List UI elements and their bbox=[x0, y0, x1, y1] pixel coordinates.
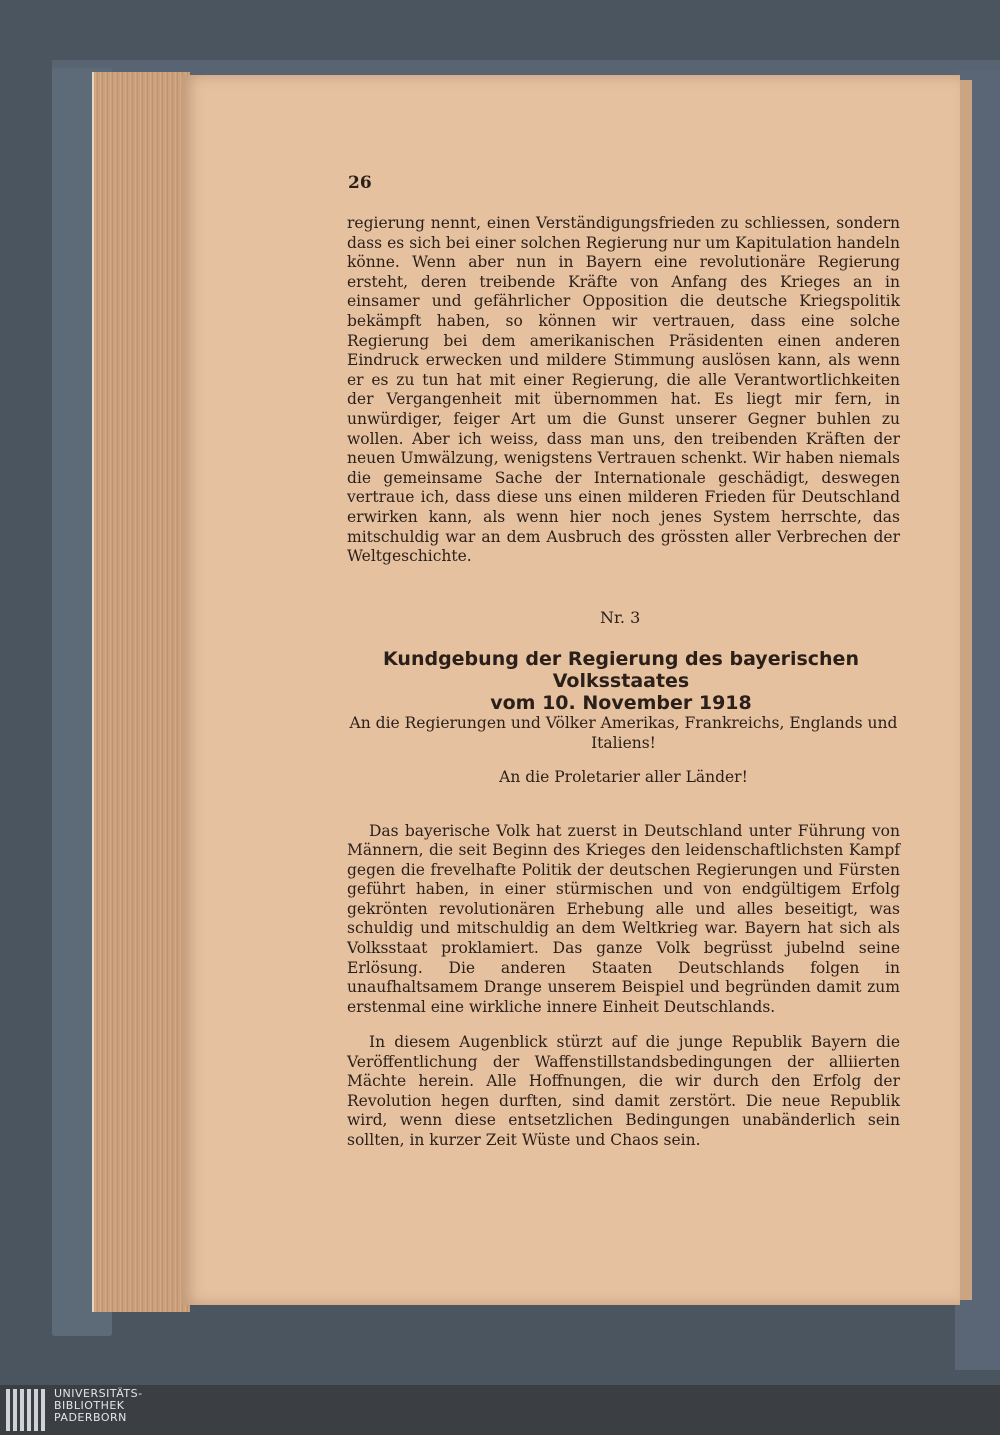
logo-line-2: BIBLIOTHEK bbox=[54, 1399, 125, 1412]
proletarier-line: An die Proletarier aller Länder! bbox=[499, 768, 748, 786]
logo-line-1: UNIVERSITÄTS- bbox=[54, 1387, 143, 1400]
paragraph-2: Das bayerische Volk hat zuerst in Deutschland unter Führung von Männern, die seit Beginn des Krieges den leidenschaftlichsten Kampf gegen die frevelhafte Politik der deutschen Regierungen und Fürsten geführt haben, in einer stürmischen und von endgültigem Erfolg gekrönten revolutionären Erhebung alle und alles beseitigt, was schuldig und mitschuldig an dem Weltkrieg war. Bayern hat sich als Volksstaat proklamiert. Das ganze Volk begrüsst jubelnd seine Erlösung. Die anderen Staaten Deutschlands folgen in unaufhaltsamem Drange unserem Beispiel und begründen damit zum erstenmal eine wirkliche innere Einheit Deutschlands. bbox=[347, 821, 900, 1016]
section-heading bbox=[340, 648, 902, 714]
facing-page-edge bbox=[960, 80, 972, 1300]
library-logo-icon bbox=[6, 1389, 46, 1431]
heading-line-2: vom 10. November 1918 bbox=[490, 692, 752, 714]
page-edges bbox=[92, 72, 190, 1312]
footer-bar bbox=[0, 1385, 1000, 1435]
library-logo-text bbox=[54, 1388, 143, 1424]
logo-line-3: PADERBORN bbox=[54, 1411, 127, 1424]
page-number: 26 bbox=[348, 173, 372, 193]
heading-line-1: Kundgebung der Regierung des bayerischen Volksstaates bbox=[383, 648, 859, 692]
section-number: Nr. 3 bbox=[600, 608, 641, 627]
paragraph-3: In diesem Augenblick stürzt auf die junge Republik Bayern die Veröffentlichung der Waffenstillstandsbedingungen der alliierten Mächte herein. Alle Hoffnungen, die wir durch den Erfolg der Revolution hegen durften, sind damit zerstört. Die neue Republik wird, wenn diese entsetzlichen Bedingungen unabänderlich sein sollten, in kurzer Zeit Wüste und Chaos sein. bbox=[347, 1032, 900, 1149]
body-text bbox=[347, 214, 900, 567]
body-paragraph: regierung nennt, einen Verständigungsfrieden zu schliessen, sondern dass es sich bei einer solchen Regierung nur um Kapitulation handeln könne. Wenn aber nun in Bayern eine revolutionäre Regierung ersteht, deren treibende Kräfte von Anfang des Krieges an in einsamer und gefährlicher Opposition die deutsche Kriegspolitik bekämpft haben, so können wir vertrauen, dass eine solche Regierung bei dem amerikanischen Präsidenten einen anderen Eindruck erwecken und mildere Stimmung auslösen kann, als wenn er es zu tun hat mit einer Regierung, die alle Verantwortlichkeiten der Vergangenheit mit übernommen hat. Es liegt mir fern, in unwürdiger, feiger Art um die Gunst unserer Gegner buhlen zu wollen. Aber ich weiss, dass man uns, den treibenden Kräften der neuen Umwälzung, wenigstens Vertrauen schenkt. Wir haben niemals die gemeinsame Sache der Internationale geschädigt, deswegen vertraue ich, dass diese uns einen milderen Frieden für Deutschland erwirken kann, als wenn hier noch jenes System herrschte, das mitschuldig war an dem Ausbruch des grössten aller Verbrechen der Weltgeschichte. bbox=[347, 214, 900, 566]
address-line: An die Regierungen und Völker Amerikas, Frankreichs, Englands und Italiens! bbox=[349, 714, 898, 752]
proclamation-text bbox=[347, 806, 900, 1166]
